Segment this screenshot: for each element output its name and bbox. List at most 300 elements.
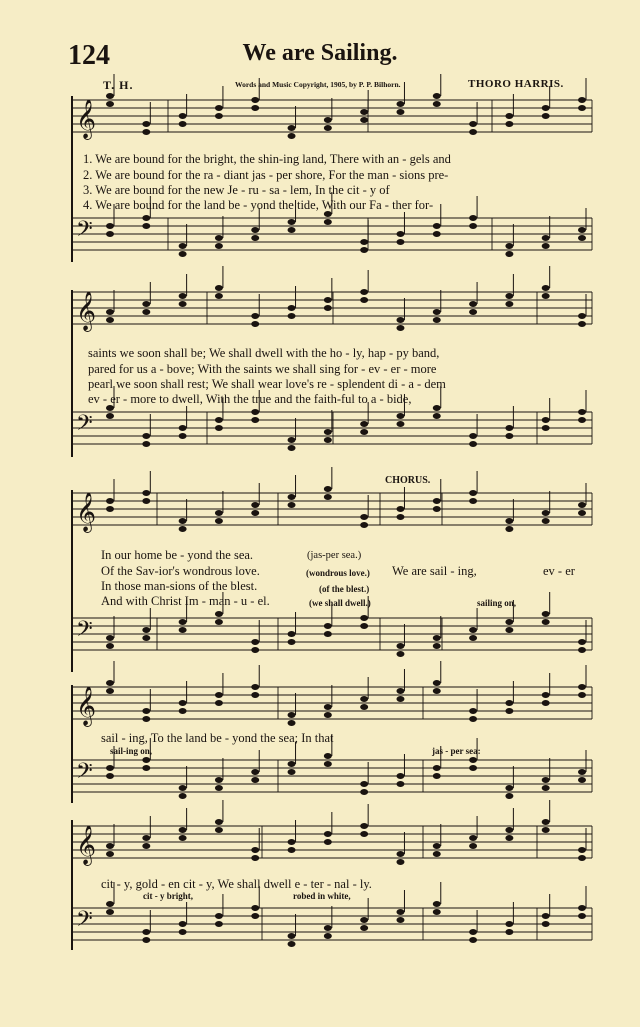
note-head: [469, 708, 477, 714]
bass-echo-sailing: sailing on,: [477, 598, 517, 608]
note-head: [542, 785, 550, 791]
note-head: [142, 843, 150, 849]
note-head: [505, 113, 513, 119]
note-head: [505, 243, 513, 249]
note-head: [288, 494, 296, 500]
bass-lyrics-5-left: cit - y bright,: [143, 891, 193, 901]
note-head: [360, 297, 368, 303]
note-head: [324, 831, 332, 837]
note-head: [215, 777, 223, 783]
note-head: [215, 425, 223, 431]
note-head: [542, 913, 550, 919]
note-head: [360, 781, 368, 787]
note-head: [433, 643, 441, 649]
note-head: [215, 105, 223, 111]
note-head: [469, 835, 477, 841]
note-head: [324, 704, 332, 710]
note-head: [179, 243, 187, 249]
note-head: [288, 437, 296, 443]
note-head: [578, 235, 586, 241]
note-head: [251, 502, 259, 508]
note-head: [179, 526, 187, 532]
note-head: [324, 761, 332, 767]
note-head: [251, 510, 259, 516]
note-head: [505, 929, 513, 935]
note-head: [142, 929, 150, 935]
bass-clef-icon: 𝄢: [76, 907, 93, 937]
note-head: [433, 765, 441, 771]
note-head: [469, 223, 477, 229]
note-head: [106, 773, 114, 779]
note-head: [288, 305, 296, 311]
note-head: [251, 97, 259, 103]
note-head: [142, 627, 150, 633]
note-head: [505, 425, 513, 431]
note-head: [505, 700, 513, 706]
verse-4-line-b: ev - er - more to dwell, With the true and the faith-ful to a - bide,: [88, 392, 412, 406]
note-head: [396, 514, 404, 520]
note-head: [142, 835, 150, 841]
note-head: [106, 309, 114, 315]
note-head: [288, 720, 296, 726]
treble-clef-icon: 𝄞: [76, 291, 97, 331]
note-head: [578, 913, 586, 919]
note-head: [106, 680, 114, 686]
note-head: [288, 712, 296, 718]
note-head: [433, 909, 441, 915]
note-head: [251, 227, 259, 233]
note-head: [396, 909, 404, 915]
note-head: [360, 623, 368, 629]
note-head: [179, 619, 187, 625]
note-head: [251, 769, 259, 775]
note-head: [396, 643, 404, 649]
note-head: [505, 921, 513, 927]
note-head: [505, 301, 513, 307]
note-head: [179, 121, 187, 127]
note-head: [142, 301, 150, 307]
note-head: [542, 417, 550, 423]
note-head: [578, 692, 586, 698]
note-head: [396, 317, 404, 323]
chorus-refrain: We are sail - ing,: [392, 564, 477, 578]
note-head: [215, 243, 223, 249]
note-head: [360, 917, 368, 923]
note-head: [433, 635, 441, 641]
copyright-notice: Words and Music Copyright, 1905, by P. P. Bilhorn.: [235, 80, 401, 89]
bass-lyrics-4-right: jas - per sea:: [432, 746, 481, 756]
note-head: [288, 933, 296, 939]
note-head: [179, 433, 187, 439]
note-head: [251, 847, 259, 853]
note-head: [505, 708, 513, 714]
note-head: [179, 293, 187, 299]
note-head: [396, 101, 404, 107]
note-head: [106, 843, 114, 849]
note-head: [360, 522, 368, 528]
note-head: [469, 716, 477, 722]
note-head: [360, 247, 368, 253]
note-head: [396, 109, 404, 115]
verse-2-line-b: pared for us a - bove; With the saints we shall sing for - ev - er - more: [88, 362, 437, 376]
note-head: [106, 231, 114, 237]
note-head: [505, 293, 513, 299]
note-head: [106, 413, 114, 419]
note-head: [251, 647, 259, 653]
note-head: [142, 716, 150, 722]
note-head: [578, 321, 586, 327]
note-head: [215, 692, 223, 698]
note-head: [578, 417, 586, 423]
note-head: [251, 235, 259, 241]
note-head: [324, 839, 332, 845]
note-head: [215, 285, 223, 291]
note-head: [542, 827, 550, 833]
note-head: [215, 113, 223, 119]
note-head: [469, 301, 477, 307]
note-head: [578, 847, 586, 853]
note-head: [578, 409, 586, 415]
note-head: [433, 901, 441, 907]
note-head: [578, 769, 586, 775]
composer-credit: THORO HARRIS.: [468, 78, 564, 90]
note-head: [288, 941, 296, 947]
note-head: [106, 688, 114, 694]
note-head: [542, 243, 550, 249]
note-head: [396, 421, 404, 427]
note-head: [215, 913, 223, 919]
note-head: [179, 929, 187, 935]
note-head: [433, 851, 441, 857]
note-head: [179, 425, 187, 431]
note-head: [324, 437, 332, 443]
note-head: [542, 700, 550, 706]
note-head: [251, 684, 259, 690]
note-head: [106, 635, 114, 641]
note-head: [505, 518, 513, 524]
note-head: [542, 819, 550, 825]
note-head: [106, 317, 114, 323]
chorus-line-4: sail - ing, To the land be - yond the sea; In that: [101, 731, 334, 745]
note-head: [578, 855, 586, 861]
note-head: [324, 631, 332, 637]
note-head: [142, 765, 150, 771]
note-head: [215, 819, 223, 825]
note-head: [324, 297, 332, 303]
chorus-label: CHORUS.: [385, 475, 431, 486]
note-head: [505, 526, 513, 532]
note-head: [324, 125, 332, 131]
note-head: [324, 494, 332, 500]
treble-clef-icon: 𝄞: [76, 492, 97, 532]
note-head: [578, 502, 586, 508]
note-head: [505, 835, 513, 841]
note-head: [215, 510, 223, 516]
note-head: [179, 708, 187, 714]
note-head: [360, 421, 368, 427]
note-head: [505, 121, 513, 127]
note-head: [469, 635, 477, 641]
note-head: [142, 441, 150, 447]
note-head: [396, 696, 404, 702]
note-head: [324, 753, 332, 759]
note-head: [288, 445, 296, 451]
note-head: [142, 309, 150, 315]
note-head: [106, 93, 114, 99]
note-head: [288, 631, 296, 637]
note-head: [360, 704, 368, 710]
note-head: [251, 105, 259, 111]
note-head: [433, 506, 441, 512]
note-head: [179, 627, 187, 633]
note-head: [360, 429, 368, 435]
song-title: We are Sailing.: [242, 40, 398, 66]
note-head: [469, 937, 477, 943]
note-head: [142, 757, 150, 763]
note-head: [578, 777, 586, 783]
note-head: [142, 498, 150, 504]
verse-2-line-a: 2. We are bound for the ra - diant jas - per shore, For the man - sions pre-: [83, 168, 449, 182]
note-head: [251, 639, 259, 645]
note-head: [542, 510, 550, 516]
note-head: [360, 696, 368, 702]
note-head: [324, 623, 332, 629]
echo-4: (we shall dwell.): [309, 598, 371, 608]
verse-1-line-a: 1. We are bound for the bright, the shin-ing land, There with an - gels and: [83, 152, 451, 166]
bass-clef-icon: 𝄢: [76, 759, 93, 789]
note-head: [251, 409, 259, 415]
note-head: [288, 219, 296, 225]
verse-1-line-b: saints we soon shall be; We shall dwell with the ho - ly, hap - py band,: [88, 346, 440, 360]
note-head: [251, 855, 259, 861]
verse-3-line-a: 3. We are bound for the new Je - ru - sa - lem, In the cit - y of: [83, 183, 390, 197]
note-head: [324, 219, 332, 225]
verse-3-line-b: pearl we soon shall rest; We shall wear love's re - splendent di - a - dem: [88, 377, 446, 391]
note-head: [542, 921, 550, 927]
note-head: [396, 325, 404, 331]
note-head: [396, 231, 404, 237]
note-head: [469, 309, 477, 315]
note-head: [542, 425, 550, 431]
note-head: [215, 785, 223, 791]
note-head: [360, 925, 368, 931]
note-head: [542, 105, 550, 111]
bass-clef-icon: 𝄢: [76, 617, 93, 647]
note-head: [396, 851, 404, 857]
note-head: [396, 651, 404, 657]
chorus-line-5: cit - y, gold - en cit - y, We shall dwell e - ter - nal - ly.: [101, 877, 372, 891]
note-head: [179, 921, 187, 927]
note-head: [142, 215, 150, 221]
note-head: [215, 827, 223, 833]
note-head: [469, 441, 477, 447]
note-head: [324, 429, 332, 435]
note-head: [215, 235, 223, 241]
note-head: [215, 921, 223, 927]
note-head: [433, 413, 441, 419]
note-head: [324, 305, 332, 311]
note-head: [396, 413, 404, 419]
note-head: [505, 433, 513, 439]
note-head: [251, 417, 259, 423]
note-head: [505, 619, 513, 625]
treble-clef-icon: 𝄞: [76, 686, 97, 726]
note-head: [142, 129, 150, 135]
note-head: [578, 684, 586, 690]
note-head: [288, 313, 296, 319]
note-head: [179, 827, 187, 833]
note-head: [324, 117, 332, 123]
note-head: [433, 688, 441, 694]
note-head: [324, 486, 332, 492]
note-head: [505, 251, 513, 257]
note-head: [396, 506, 404, 512]
note-head: [106, 223, 114, 229]
note-head: [324, 925, 332, 931]
note-head: [433, 101, 441, 107]
note-head: [106, 101, 114, 107]
note-head: [433, 843, 441, 849]
note-head: [469, 929, 477, 935]
note-head: [106, 506, 114, 512]
note-head: [288, 839, 296, 845]
note-head: [142, 121, 150, 127]
note-head: [360, 823, 368, 829]
bass-clef-icon: 𝄢: [76, 217, 93, 247]
note-head: [324, 712, 332, 718]
note-head: [179, 251, 187, 257]
note-head: [542, 235, 550, 241]
treble-clef-icon: 𝄞: [76, 825, 97, 865]
note-head: [542, 113, 550, 119]
note-head: [505, 827, 513, 833]
note-head: [288, 639, 296, 645]
note-head: [106, 765, 114, 771]
note-head: [469, 121, 477, 127]
note-head: [215, 417, 223, 423]
note-head: [360, 239, 368, 245]
note-head: [578, 227, 586, 233]
echo-2: (wondrous love.): [306, 568, 370, 578]
note-head: [469, 757, 477, 763]
note-head: [142, 490, 150, 496]
note-head: [396, 239, 404, 245]
note-head: [396, 917, 404, 923]
note-head: [542, 285, 550, 291]
treble-clef-icon: 𝄞: [76, 99, 97, 139]
note-head: [251, 905, 259, 911]
note-head: [578, 313, 586, 319]
note-head: [469, 129, 477, 135]
note-head: [324, 933, 332, 939]
note-head: [542, 777, 550, 783]
note-head: [469, 498, 477, 504]
note-head: [251, 777, 259, 783]
page-number: 124: [68, 40, 110, 71]
note-head: [288, 769, 296, 775]
note-head: [433, 231, 441, 237]
note-head: [215, 700, 223, 706]
note-head: [360, 514, 368, 520]
note-head: [288, 847, 296, 853]
note-head: [142, 223, 150, 229]
note-head: [469, 433, 477, 439]
bass-lyrics-5-right: robed in white,: [293, 891, 351, 901]
note-head: [469, 490, 477, 496]
note-head: [215, 619, 223, 625]
note-head: [360, 289, 368, 295]
note-head: [288, 227, 296, 233]
note-head: [578, 97, 586, 103]
note-head: [215, 518, 223, 524]
note-head: [433, 317, 441, 323]
note-head: [469, 627, 477, 633]
note-head: [288, 761, 296, 767]
chorus-refrain-end: ev - er: [543, 564, 575, 578]
lyricist-credit: T. H.: [103, 78, 134, 92]
note-head: [106, 498, 114, 504]
note-head: [251, 913, 259, 919]
note-head: [360, 109, 368, 115]
note-head: [251, 321, 259, 327]
note-head: [288, 125, 296, 131]
note-head: [215, 611, 223, 617]
note-head: [360, 615, 368, 621]
note-head: [179, 785, 187, 791]
note-head: [433, 498, 441, 504]
note-head: [505, 785, 513, 791]
note-head: [360, 117, 368, 123]
note-head: [179, 835, 187, 841]
note-head: [505, 793, 513, 799]
note-head: [288, 502, 296, 508]
note-head: [396, 773, 404, 779]
note-head: [396, 688, 404, 694]
note-head: [578, 639, 586, 645]
note-head: [433, 773, 441, 779]
verse-4-line-a: 4. We are bound for the land be - yond the tide, With our Fa - ther for-: [83, 198, 434, 212]
note-head: [433, 680, 441, 686]
note-head: [251, 692, 259, 698]
note-head: [433, 309, 441, 315]
note-head: [469, 843, 477, 849]
note-head: [433, 405, 441, 411]
verse-4-line-c: And with Christ Im - man - u - el.: [101, 594, 270, 608]
note-head: [179, 518, 187, 524]
note-head: [542, 619, 550, 625]
note-head: [542, 692, 550, 698]
verse-2-line-c: Of the Sav-ior's wondrous love.: [101, 564, 260, 578]
note-head: [469, 765, 477, 771]
note-head: [578, 105, 586, 111]
note-head: [578, 905, 586, 911]
note-head: [142, 635, 150, 641]
note-head: [396, 781, 404, 787]
note-head: [433, 93, 441, 99]
note-head: [142, 937, 150, 943]
note-head: [251, 313, 259, 319]
note-head: [396, 859, 404, 865]
note-head: [288, 133, 296, 139]
note-head: [179, 113, 187, 119]
echo-1: (jas-per sea.): [307, 550, 362, 561]
note-head: [142, 433, 150, 439]
bass-lyrics-4-left: sail-ing on,: [110, 746, 153, 756]
note-head: [106, 851, 114, 857]
note-head: [360, 831, 368, 837]
note-head: [542, 518, 550, 524]
verse-1-line-c: In our home be - yond the sea.: [101, 548, 254, 562]
